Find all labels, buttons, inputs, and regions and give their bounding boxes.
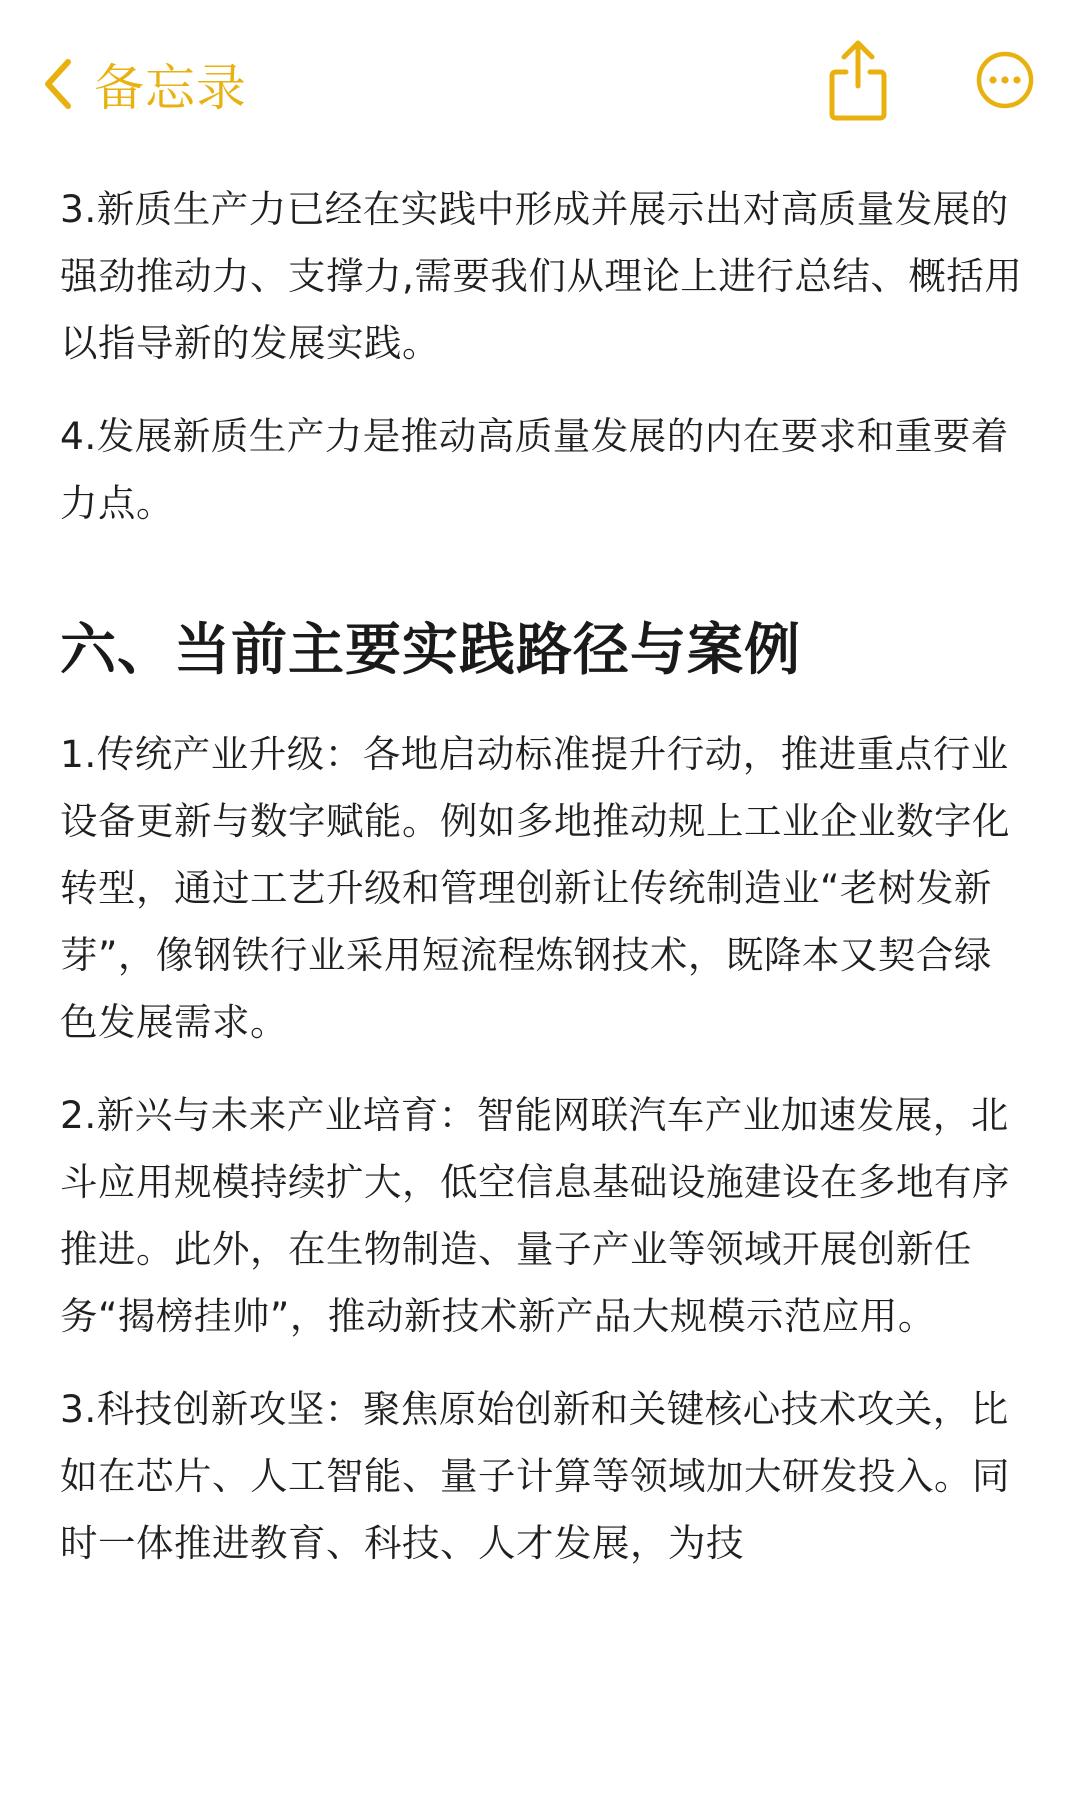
chevron-left-icon	[40, 56, 74, 112]
note-paragraph: 2.新兴与未来产业培育：智能网联汽车产业加速发展，北斗应用规模持续扩大，低空信息基础设施建设在多地有序推进。此外，在生物制造、量子产业等领域开展创新任务“揭榜挂帅”，推动新技术新产品大规模示范应用。	[60, 1093, 1010, 1338]
back-label: 备忘录	[94, 59, 247, 117]
back-button[interactable]	[40, 46, 247, 122]
note-body[interactable]	[60, 176, 1025, 1603]
section-heading: 六、当前主要实践路径与案例	[60, 618, 801, 683]
more-icon	[975, 95, 1035, 114]
share-icon	[822, 111, 894, 130]
note-paragraph: 3.科技创新攻坚：聚焦原始创新和关键核心技术攻关，比如在芯片、人工智能、量子计算等领域加大研发投入。同时一体推进教育、科技、人才发展，为技	[60, 1387, 1010, 1565]
note-paragraph: 1.传统产业升级：各地启动标准提升行动，推进重点行业设备更新与数字赋能。例如多地推动规上工业企业数字化转型，通过工艺升级和管理创新让传统制造业“老树发新芽”，像钢铁行业采用短流程炼钢技术，既降本又契合绿色发展需求。	[60, 732, 1010, 1044]
navigation-bar	[0, 0, 1080, 170]
more-button[interactable]	[975, 50, 1035, 110]
share-button[interactable]	[822, 36, 894, 126]
note-paragraph: 3.新质生产力已经在实践中形成并展示出对高质量发展的强劲推动力、支撑力,需要我们从理论上进行总结、概括用以指导新的发展实践。	[60, 187, 1023, 365]
note-paragraph: 4.发展新质生产力是推动高质量发展的内在要求和重要着力点。	[60, 414, 1009, 525]
